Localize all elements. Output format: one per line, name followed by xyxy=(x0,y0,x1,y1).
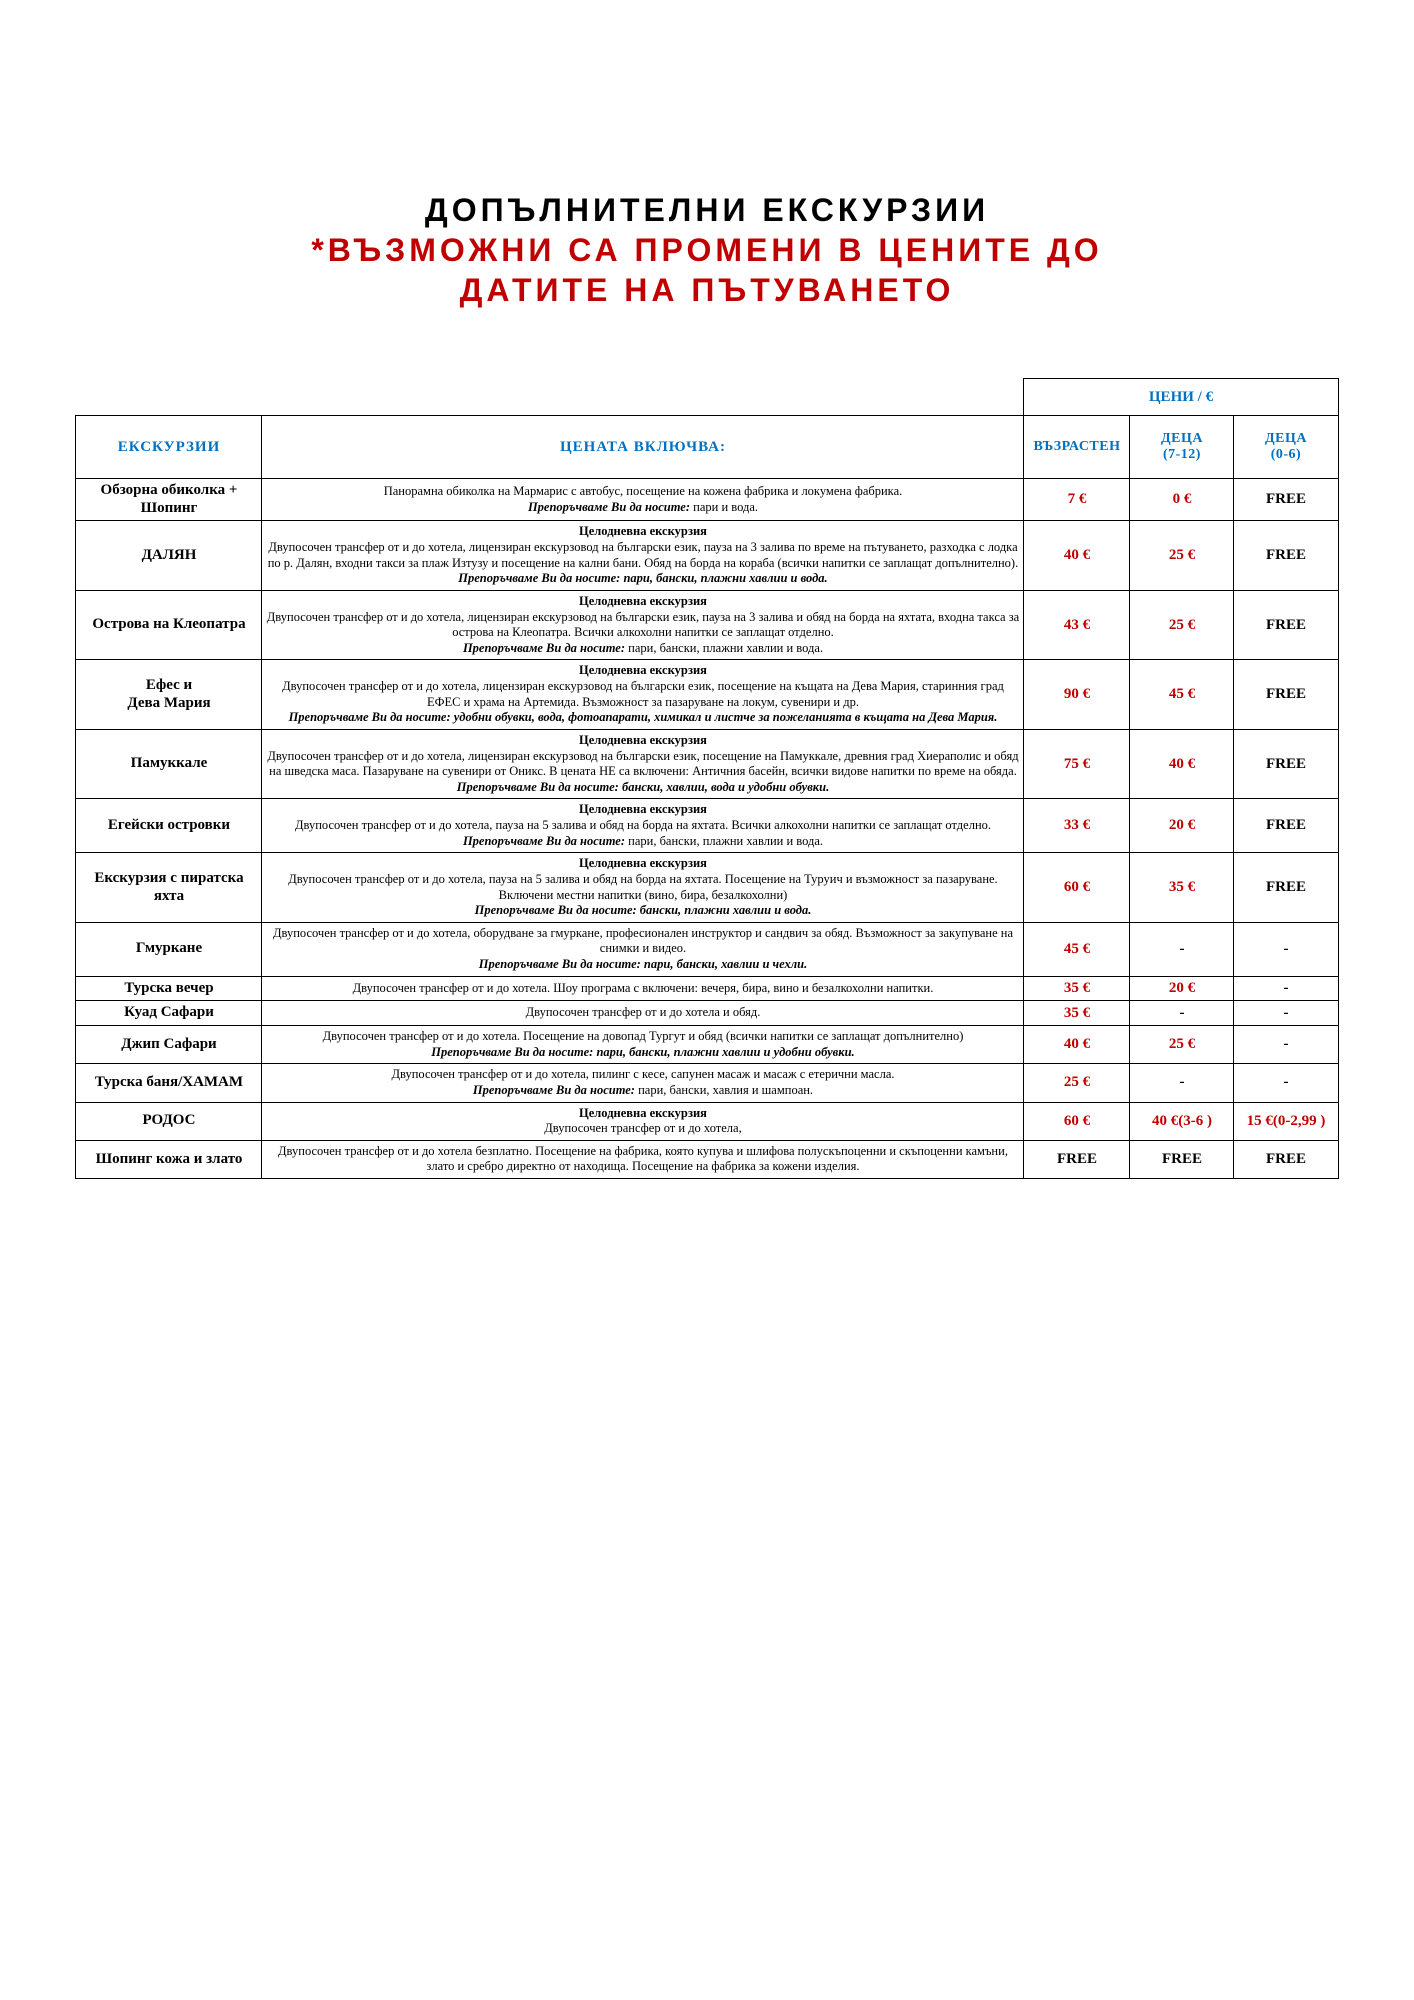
row-description xyxy=(262,521,1024,591)
header-includes: ЦЕНАТА ВКЛЮЧВА: xyxy=(262,416,1024,479)
row-recommendation-label: Препоръчваме Ви да носите: xyxy=(431,1044,594,1059)
table-row xyxy=(76,799,1338,853)
row-recommendation-label: Препоръчваме Ви да носите: xyxy=(527,499,691,514)
row-description-text: Двупосочен трансфер от и до хотела, пауза на 5 залива и обяд на борда на яхтата. Всички алкохолни напитки се заплащат отделно. xyxy=(294,818,992,832)
row-price-child-0-6: FREE xyxy=(1234,479,1338,521)
row-daytrip-label: Целодневна екскурзия xyxy=(579,732,707,747)
row-recommendation-label: Препоръчваме Ви да носите: xyxy=(456,779,619,794)
row-price-adult: 75 € xyxy=(1024,729,1130,799)
row-price-adult: 33 € xyxy=(1024,799,1130,853)
row-description-text: Двупосочен трансфер от и до хотела. Посещение на довопад Тургут и обяд (всички напитки се заплащат допълнително) xyxy=(322,1029,964,1043)
row-price-child-7-12: 25 € xyxy=(1130,1026,1234,1064)
row-recommendation xyxy=(266,957,1019,973)
row-description xyxy=(262,976,1024,1001)
row-price-child-0-6: FREE xyxy=(1234,799,1338,853)
row-description-text: Двупосочен трансфер от и до хотела, xyxy=(544,1121,742,1136)
row-excursion-name: Турска баня/ХАМАМ xyxy=(76,1064,262,1102)
row-daytrip-label: Целодневна екскурзия xyxy=(579,663,707,678)
table-row xyxy=(76,479,1338,521)
table-header-row-1 xyxy=(76,379,1338,416)
table-row xyxy=(76,976,1338,1001)
row-daytrip-label: Целодневна екскурзия xyxy=(579,856,707,871)
row-price-child-0-6: 15 €(0-2,99 ) xyxy=(1234,1102,1338,1140)
header-child-0-6-line2: (0-6) xyxy=(1270,447,1302,462)
title-line-2: *ВЪЗМОЖНИ СА ПРОМЕНИ В ЦЕНИТЕ ДО xyxy=(311,232,1103,268)
row-recommendation-label: Препоръчваме Ви да носите: xyxy=(474,903,637,918)
row-description-text: Двупосочен трансфер от и до хотела, лицензиран екскурзовод на български език, пауза на 3 залива и обяд на борда на яхтата, входна такса за острова на Клеопатра. Всички алкохолни напитки се заплащат отделно. xyxy=(266,609,1020,640)
row-price-adult: 43 € xyxy=(1024,590,1130,660)
table-row xyxy=(76,729,1338,799)
row-recommendation-label: Препоръчваме Ви да носите: xyxy=(462,640,626,655)
row-recommendation-text: пари, бански, хавлия и шампоан. xyxy=(634,1082,814,1097)
row-description xyxy=(262,1102,1024,1140)
row-description xyxy=(262,590,1024,660)
row-price-adult: 7 € xyxy=(1024,479,1130,521)
row-excursion-name: Егейски островки xyxy=(76,799,262,853)
row-price-child-7-12: - xyxy=(1130,1064,1234,1102)
row-description-text: Панорамна обиколка на Мармарис с автобус, посещение на кожена фабрика и локумена фабрика. xyxy=(383,484,903,499)
row-description xyxy=(262,1064,1024,1102)
row-recommendation xyxy=(266,1083,1019,1099)
table-row xyxy=(76,1026,1338,1064)
row-price-child-7-12: FREE xyxy=(1130,1140,1234,1178)
row-price-adult: 25 € xyxy=(1024,1064,1130,1102)
row-price-child-7-12: 25 € xyxy=(1130,521,1234,591)
title-line-1: ДОПЪЛНИТЕЛНИ ЕКСКУРЗИИ xyxy=(424,192,990,228)
row-excursion-name: Шопинг кожа и злато xyxy=(76,1140,262,1178)
row-excursion-name: Ефес и Дева Мария xyxy=(76,660,262,730)
row-price-child-7-12: - xyxy=(1130,1001,1234,1026)
header-excursions: ЕКСКУРЗИИ xyxy=(76,416,262,479)
page-title xyxy=(0,0,1414,310)
row-price-adult: 60 € xyxy=(1024,853,1130,923)
row-recommendation-text: пари, бански, плажни хавлии и вода. xyxy=(625,833,824,848)
row-recommendation-text: пари, бански, плажни хавлии и вода. xyxy=(620,571,828,586)
row-excursion-name: ДАЛЯН xyxy=(76,521,262,591)
row-daytrip-label: Целодневна екскурзия xyxy=(579,593,707,608)
row-daytrip-label: Целодневна екскурзия xyxy=(579,802,707,817)
row-price-child-0-6: FREE xyxy=(1234,1140,1338,1178)
row-price-child-0-6: - xyxy=(1234,976,1338,1001)
row-description-text: Двупосочен трансфер от и до хотела, пилинг с кесе, сапунен масаж и масаж с етерични масла. xyxy=(391,1067,895,1082)
row-daytrip-label: Целодневна екскурзия xyxy=(579,524,707,539)
row-recommendation xyxy=(266,500,1019,516)
row-recommendation-label: Препоръчваме Ви да носите: xyxy=(458,571,621,586)
row-price-child-0-6: - xyxy=(1234,1064,1338,1102)
row-price-adult: 35 € xyxy=(1024,976,1130,1001)
row-price-child-0-6: FREE xyxy=(1234,521,1338,591)
table-body xyxy=(76,479,1338,1179)
header-child-7-12-line2: (7-12) xyxy=(1162,447,1201,462)
row-recommendation xyxy=(266,834,1019,850)
row-description xyxy=(262,479,1024,521)
row-excursion-name: Екскурзия с пиратска яхта xyxy=(76,853,262,923)
row-recommendation-label: Препоръчваме Ви да носите: xyxy=(472,1082,635,1097)
row-price-adult: 40 € xyxy=(1024,521,1130,591)
row-price-adult: 90 € xyxy=(1024,660,1130,730)
row-description xyxy=(262,1140,1024,1178)
row-excursion-name: Обзорна обиколка + Шопинг xyxy=(76,479,262,521)
row-recommendation xyxy=(266,903,1019,919)
header-child-7-12 xyxy=(1130,416,1234,479)
row-recommendation-text: пари, бански, плажни хавлии и удобни обувки. xyxy=(593,1044,855,1059)
excursions-table xyxy=(75,378,1338,1179)
row-price-adult: 60 € xyxy=(1024,1102,1130,1140)
row-price-child-7-12: 40 € xyxy=(1130,729,1234,799)
table-row xyxy=(76,1064,1338,1102)
row-description-text: Двупосочен трансфер от и до хотела, пауза на 5 залива и обяд на борда на яхтата. Посещение на Туруич и възможност за пазаруване. Включени местни напитки (вино, бира, безалкохолни) xyxy=(288,871,998,902)
header-prices-group: ЦЕНИ / € xyxy=(1024,379,1338,416)
table-row xyxy=(76,922,1338,976)
row-recommendation-text: бански, хавлии, вода и удобни обувки. xyxy=(618,779,830,794)
table-header xyxy=(76,379,1338,479)
row-description xyxy=(262,799,1024,853)
row-price-child-7-12: 40 €(3-6 ) xyxy=(1130,1102,1234,1140)
row-price-child-0-6: - xyxy=(1234,1026,1338,1064)
row-price-child-7-12: 20 € xyxy=(1130,976,1234,1001)
row-recommendation-label: Препоръчваме Ви да носите: xyxy=(478,957,641,971)
row-recommendation-text: пари и вода. xyxy=(690,499,758,514)
row-recommendation-text: бански, плажни хавлии и вода. xyxy=(636,903,812,918)
table-row xyxy=(76,590,1338,660)
row-description-text: Двупосочен трансфер от и до хотела, лицензиран екскурзовод на български език, посещение на Памуккале, древния град Хиераполис и обяд на шведска маса. Пазаруване на сувенири от Оникс. В цената НЕ са включени: Античния басейн, всички видове напитки по време на обяда. xyxy=(267,748,1019,779)
row-recommendation-text: пари, бански, плажни хавлии и вода. xyxy=(625,640,824,655)
row-price-child-0-6: - xyxy=(1234,922,1338,976)
table-header-row-2 xyxy=(76,416,1338,479)
table-row xyxy=(76,1140,1338,1178)
row-price-child-7-12: 35 € xyxy=(1130,853,1234,923)
header-spacer-includes xyxy=(262,379,1024,416)
row-price-child-0-6: FREE xyxy=(1234,729,1338,799)
row-price-child-0-6: FREE xyxy=(1234,660,1338,730)
row-description-text: Двупосочен трансфер от и до хотела, лицензиран екскурзовод на български език, посещение на къщата на Дева Мария, старинния град ЕФЕС и храма на Артемида. Възможност за пазаруване на локум, сувенири и др. xyxy=(282,679,1004,709)
row-price-child-7-12: 45 € xyxy=(1130,660,1234,730)
row-price-child-7-12: 20 € xyxy=(1130,799,1234,853)
row-description-text: Двупосочен трансфер от и до хотела, оборудване за гмуркане, професионален инструктор и сандвич за обяд. Възможност за закупуване на снимки и видео. xyxy=(272,925,1014,956)
header-spacer-excursions xyxy=(76,379,262,416)
row-price-adult: 35 € xyxy=(1024,1001,1130,1026)
header-child-7-12-line1: ДЕЦА xyxy=(1160,431,1203,446)
row-excursion-name: Куад Сафари xyxy=(76,1001,262,1026)
table-row xyxy=(76,853,1338,923)
row-description-text: Двупосочен трансфер от и до хотела безплатно. Посещение на фабрика, която купува и шлифова полускъпоценни и скъпоценни камъни, злато и сребро директно от находища. Посещение на фабрика за кожени изделия. xyxy=(278,1143,1008,1174)
row-recommendation-text: пари, бански, хавлии и чехли. xyxy=(640,957,808,971)
row-price-child-0-6: - xyxy=(1234,1001,1338,1026)
row-description xyxy=(262,1001,1024,1026)
row-description xyxy=(262,1026,1024,1064)
header-child-0-6 xyxy=(1234,416,1338,479)
row-recommendation xyxy=(266,1045,1019,1061)
row-excursion-name: РОДОС xyxy=(76,1102,262,1140)
row-recommendation-label: Препоръчваме Ви да носите: xyxy=(288,710,451,725)
table-row xyxy=(76,660,1338,730)
row-price-adult: FREE xyxy=(1024,1140,1130,1178)
row-daytrip-label: Целодневна екскурзия xyxy=(579,1105,707,1120)
header-adult: ВЪЗРАСТЕН xyxy=(1024,416,1130,479)
row-description xyxy=(262,660,1024,730)
table-row xyxy=(76,521,1338,591)
row-description xyxy=(262,853,1024,923)
row-recommendation-label: Препоръчваме Ви да носите: xyxy=(462,833,626,848)
row-price-child-7-12: 25 € xyxy=(1130,590,1234,660)
row-recommendation xyxy=(266,780,1019,796)
row-description-text: Двупосочен трансфер от и до хотела, лицензиран екскурзовод на български език, пауза на 3 залива по време на пътуването, разходка с лодка по р. Далян, входни такси за плаж Изтузу и посещение на кални бани. Обяд на борда на кораба (всички напитки се заплащат допълнително). xyxy=(267,540,1019,570)
header-child-0-6-line1: ДЕЦА xyxy=(1265,431,1307,446)
row-excursion-name: Гмуркане xyxy=(76,922,262,976)
row-excursion-name: Острова на Клеопатра xyxy=(76,590,262,660)
row-description-text: Двупосочен трансфер от и до хотела и обяд. xyxy=(525,1005,761,1020)
row-price-adult: 40 € xyxy=(1024,1026,1130,1064)
table-row xyxy=(76,1001,1338,1026)
row-price-child-7-12: 0 € xyxy=(1130,479,1234,521)
row-description-text: Двупосочен трансфер от и до хотела. Шоу програма с включени: вечеря, бира, вино и безалкохолни напитки. xyxy=(352,980,934,995)
row-price-adult: 45 € xyxy=(1024,922,1130,976)
row-price-child-0-6: FREE xyxy=(1234,590,1338,660)
table-row xyxy=(76,1102,1338,1140)
row-recommendation xyxy=(266,710,1019,726)
row-price-child-7-12: - xyxy=(1130,922,1234,976)
row-description xyxy=(262,922,1024,976)
row-price-child-0-6: FREE xyxy=(1234,853,1338,923)
row-recommendation xyxy=(266,641,1019,657)
row-excursion-name: Джип Сафари xyxy=(76,1026,262,1064)
row-recommendation xyxy=(266,571,1019,587)
row-description xyxy=(262,729,1024,799)
row-recommendation-text: удобни обувки, вода, фотоапарати, химикал и листче за пожеланията в къщата на Дева Мария. xyxy=(450,710,998,725)
title-line-3: ДАТИТЕ НА ПЪТУВАНЕТО xyxy=(459,272,955,308)
row-excursion-name: Памуккале xyxy=(76,729,262,799)
row-excursion-name: Турска вечер xyxy=(76,976,262,1001)
